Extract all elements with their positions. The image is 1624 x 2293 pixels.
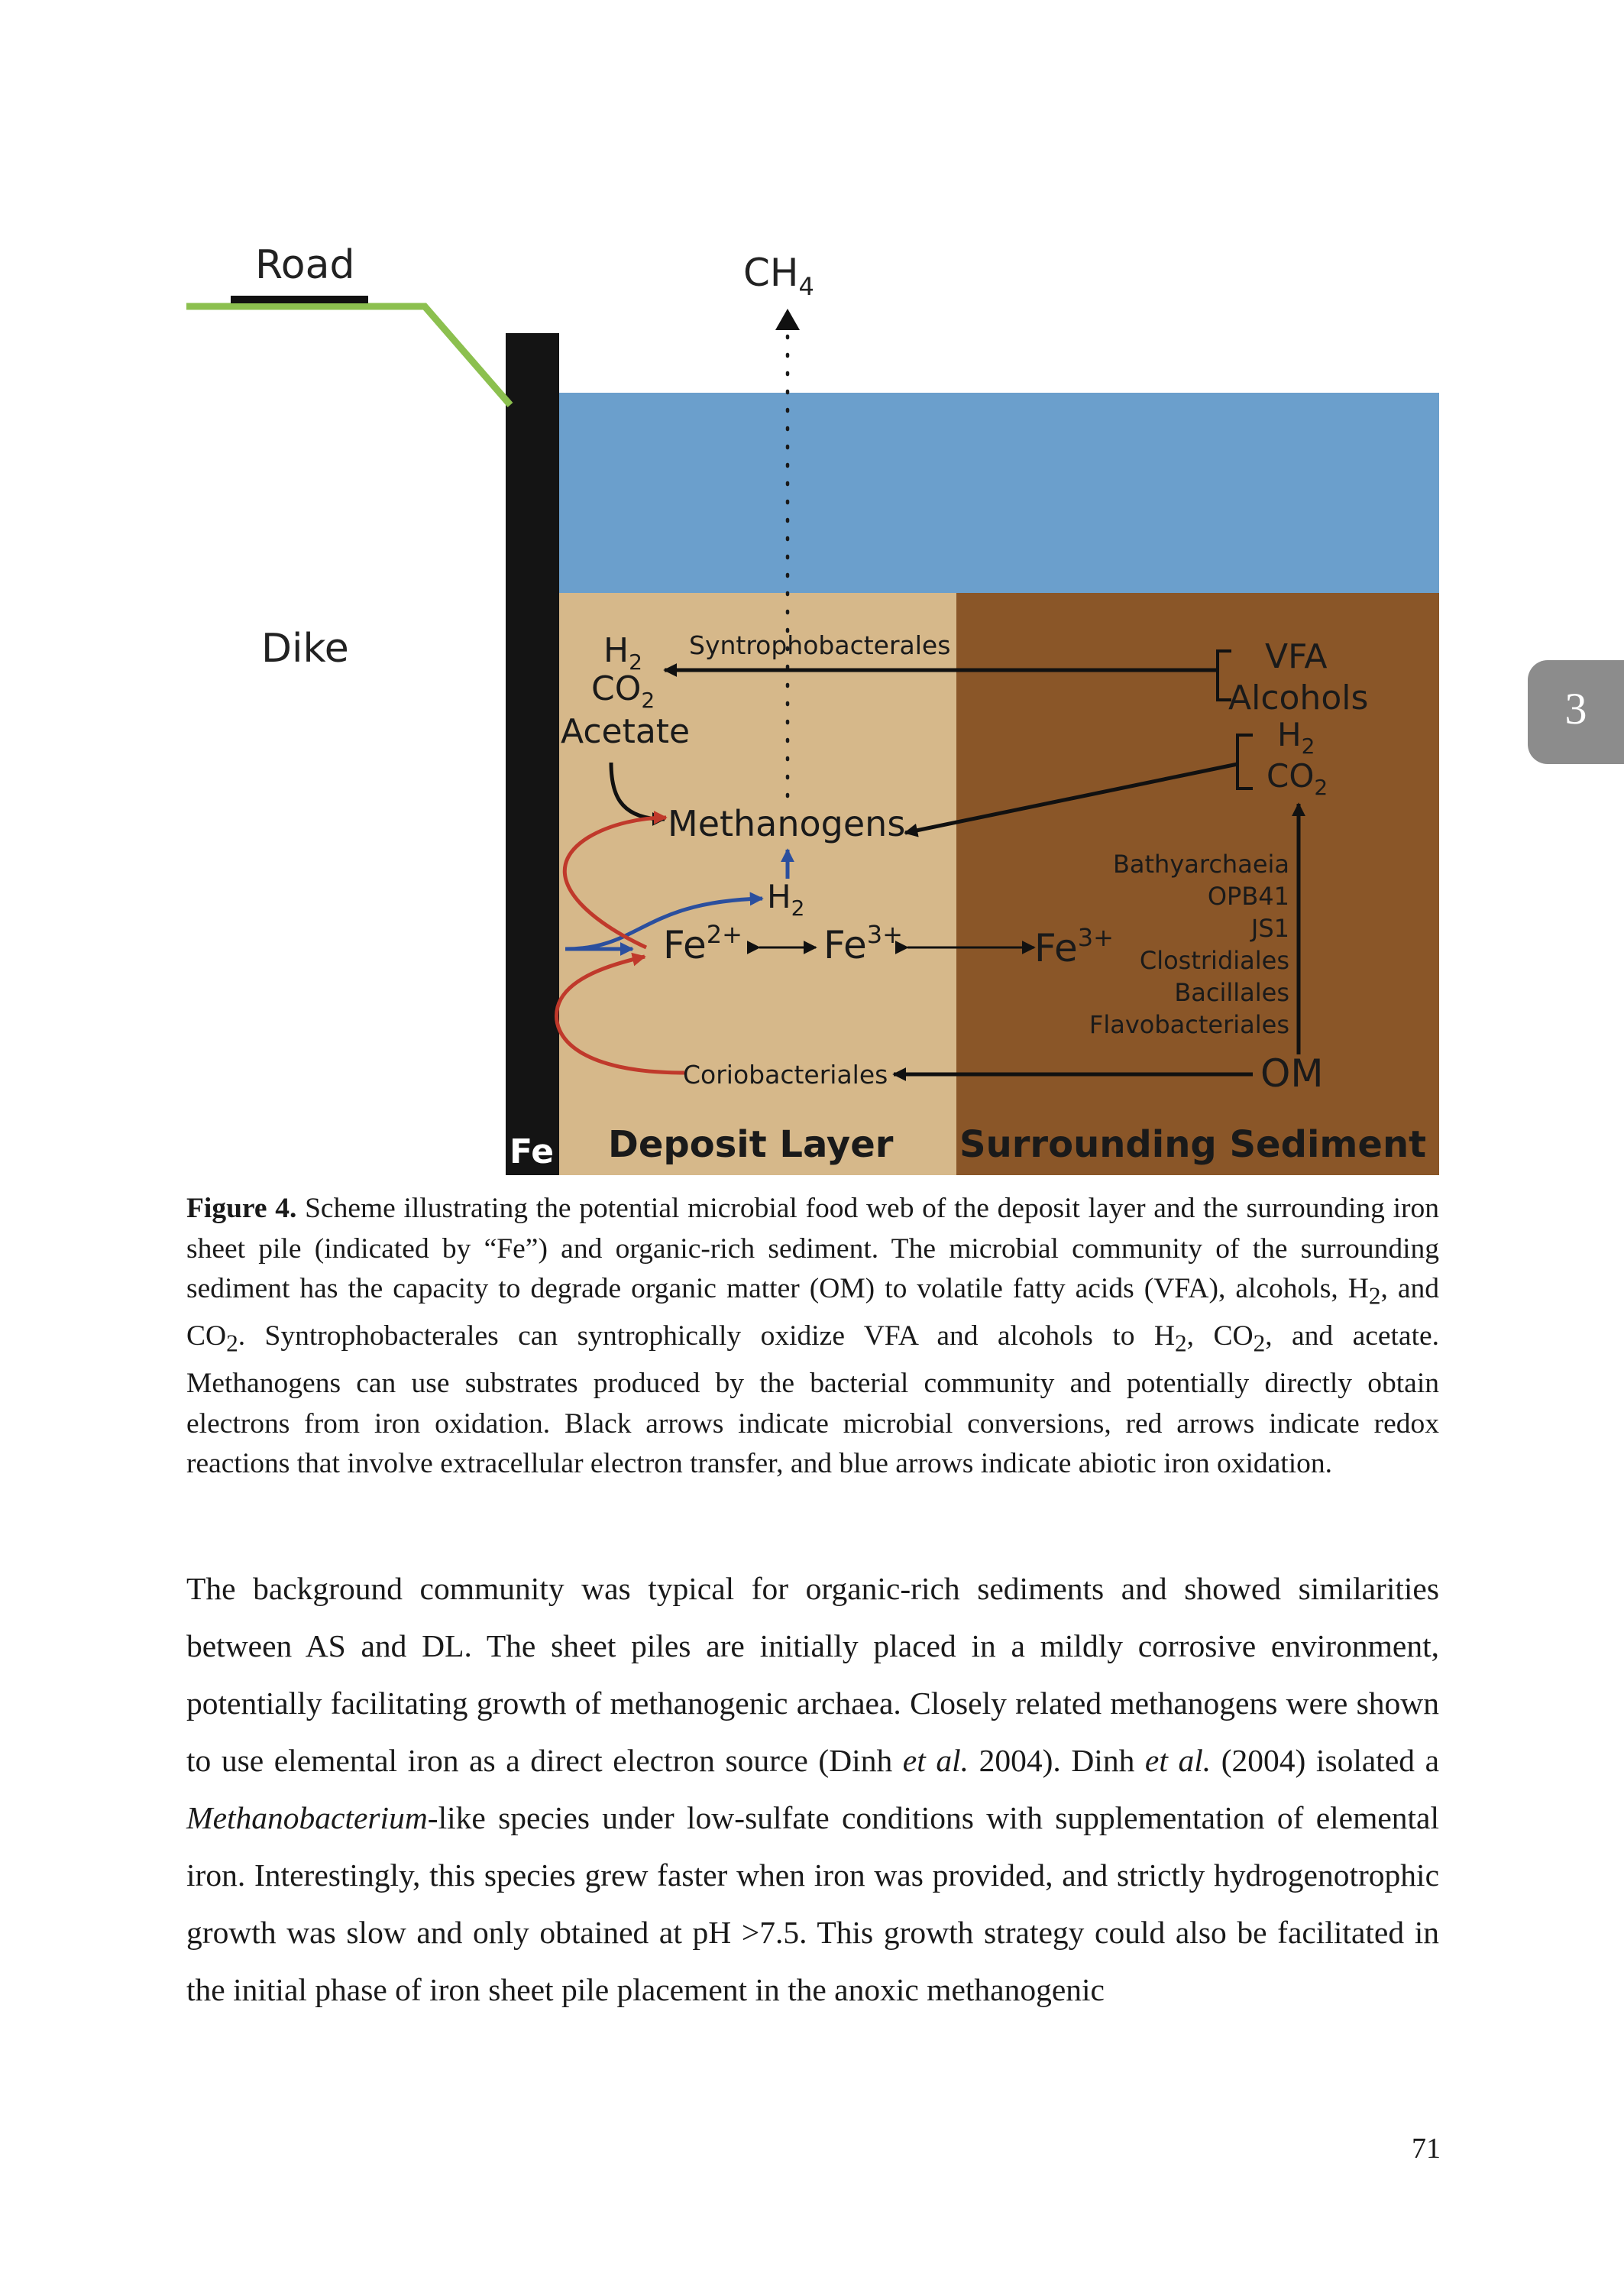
figure-caption: Figure 4. Scheme illustrating the potential microbial food web of the deposit layer and the surrounding iron sheet pile (indicated by “Fe”) and organic-rich sediment. The microbial community of the surrounding sediment has the capacity to degrade organic matter (OM) to volatile fatty acids (VFA), alcohols, $H_2$, and $CO_2$. Syntrophobacterales can syntrophically oxidize VFA and alcohols to $H_2$, $CO_2$, and acetate. Methanogens can use substrates produced by the bacterial community and potentially directly obtain electrons from iron oxidation. Black arrows indicate microbial conversions, red arrows indicate redox reactions that involve extracellular electron transfer, and blue arrows indicate abiotic iron oxidation.: [186, 1193, 1440, 1479]
fe3-left-label: $Fe^{3+}$: [823, 920, 903, 967]
road-surface: [231, 296, 368, 303]
body-paragraph: The background community was typical for organic-rich sediments and showed similarities between AS and DL. The sheet piles are initially placed in a mildly corrosive environment, potentially facilitating growth of methanogenic archaea. Closely related methanogens were shown to use elemental iron as a direct electron source (Dinh et al. 2004). Dinh et al. (2004) isolated a Methanobacterium-like species under low-sulfate conditions with supplementation of elemental iron. Interestingly, this species grew faster when iron was provided, and strictly hydrogenotrophic growth was slow and only obtained at pH >7.5. This growth strategy could also be facilitated in the initial phase of iron sheet pile placement in the anoxic methanogenic: [186, 1571, 1439, 2007]
co2-left-label: $CO_2$: [591, 669, 655, 713]
water-layer: [559, 393, 1439, 593]
fe-label: Fe: [510, 1132, 555, 1171]
page-number: 71: [1412, 2133, 1441, 2165]
dike-slope: [186, 306, 510, 405]
surrounding-sediment-label: Surrounding Sediment: [959, 1123, 1427, 1166]
chapter-tab: [1528, 660, 1624, 764]
alcohols-label: Alcohols: [1228, 679, 1369, 717]
fe3-right-label: $Fe^{3+}$: [1034, 923, 1114, 970]
vfa-label: VFA: [1265, 637, 1328, 676]
syntrophobacterales-label: Syntrophobacterales: [689, 630, 951, 660]
h2-middle-label: $H_2$: [767, 878, 805, 921]
taxon-label: Clostridiales: [1139, 946, 1289, 975]
acetate-label: Acetate: [561, 712, 691, 751]
ch4-arrowhead: [775, 309, 800, 330]
h2-left-label: $H_2$: [603, 631, 642, 675]
road-label: Road: [255, 242, 355, 288]
h2-right-label: $H_2$: [1277, 716, 1315, 759]
taxon-label: Flavobacteriales: [1089, 1010, 1289, 1039]
taxon-label: OPB41: [1207, 882, 1289, 911]
methanogens-label: Methanogens: [668, 803, 906, 844]
taxon-label: Bacillales: [1174, 978, 1289, 1007]
taxon-label: JS1: [1250, 914, 1289, 943]
co2-right-label: $CO_2$: [1267, 757, 1328, 800]
ch4-label: $CH_4$: [743, 251, 814, 301]
coriobacteriales-label: Coriobacteriales: [683, 1060, 888, 1090]
iron-sheet-pile: [506, 333, 559, 1175]
fe2-label: $Fe^{2+}$: [663, 920, 742, 967]
taxon-label: Bathyarchaeia: [1112, 850, 1289, 879]
dike-label: Dike: [261, 626, 349, 672]
om-label: OM: [1260, 1051, 1324, 1096]
chapter-number: 3: [1564, 684, 1587, 734]
deposit-layer-label: Deposit Layer: [608, 1123, 894, 1166]
